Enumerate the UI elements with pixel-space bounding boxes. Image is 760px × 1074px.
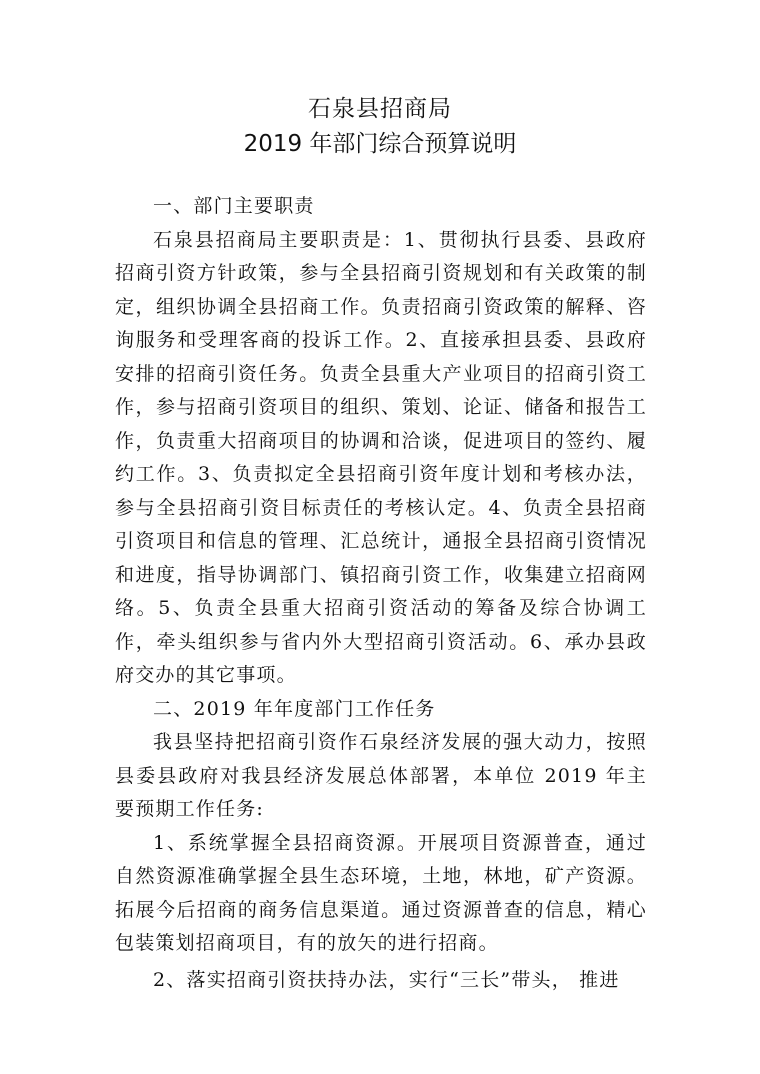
paragraph-task-1: 1、系统掌握全县招商资源。开展项目资源普查，通过自然资源准确掌握全县生态环境，土地，林地，矿产资源。拓展今后招商的商务信息渠道。通过资源普查的信息，精心包装策划招商项目，有的放矢的进行招商。 [115, 831, 647, 954]
section-heading-duties: 一、部门主要职责 [153, 195, 315, 217]
section-heading-tasks: 二、2019 年年度部门工作任务 [153, 697, 436, 720]
paragraph-tasks-intro: 我县坚持把招商引资作石泉经济发展的强大动力，按照县委县政府对我县经济发展总体部署，本单位 2019 年主要预期工作任务: [115, 731, 647, 820]
paragraph-task-2: 2、落实招商引资扶持办法，实行“三长”带头， 推进 [153, 968, 620, 991]
document-title: 石泉县招商局 [308, 96, 452, 122]
document-subtitle: 2019 年部门综合预算说明 [243, 131, 517, 157]
paragraph-duties: 石泉县招商局主要职责是：1、贯彻执行县委、县政府招商引资方针政策，参与全县招商引资规划和有关政策的制定，组织协调全县招商工作。负责招商引资政策的解释、咨询服务和受理客商的投诉工作。2、直接承担县委、县政府安排的招商引资任务。负责全县重大产业项目的招商引资工作，参与招商引资项目的组织、策划、论证、储备和报告工作，负责重大招商项目的协调和洽谈，促进项目的签约、履约工作。3、负责拟定全县招商引资年度计划和考核办法，参与全县招商引资目标责任的考核认定。4、负责全县招商引资项目和信息的管理、汇总统计，通报全县招商引资情况和进度，指导协调部门、镇招商引资工作，收集建立招商网络。5、负责全县重大招商引资活动的筹备及综合协调工作，牵头组织参与省内外大型招商引资活动。6、承办县政府交办的其它事项。 [115, 228, 647, 686]
document-body [115, 190, 647, 997]
